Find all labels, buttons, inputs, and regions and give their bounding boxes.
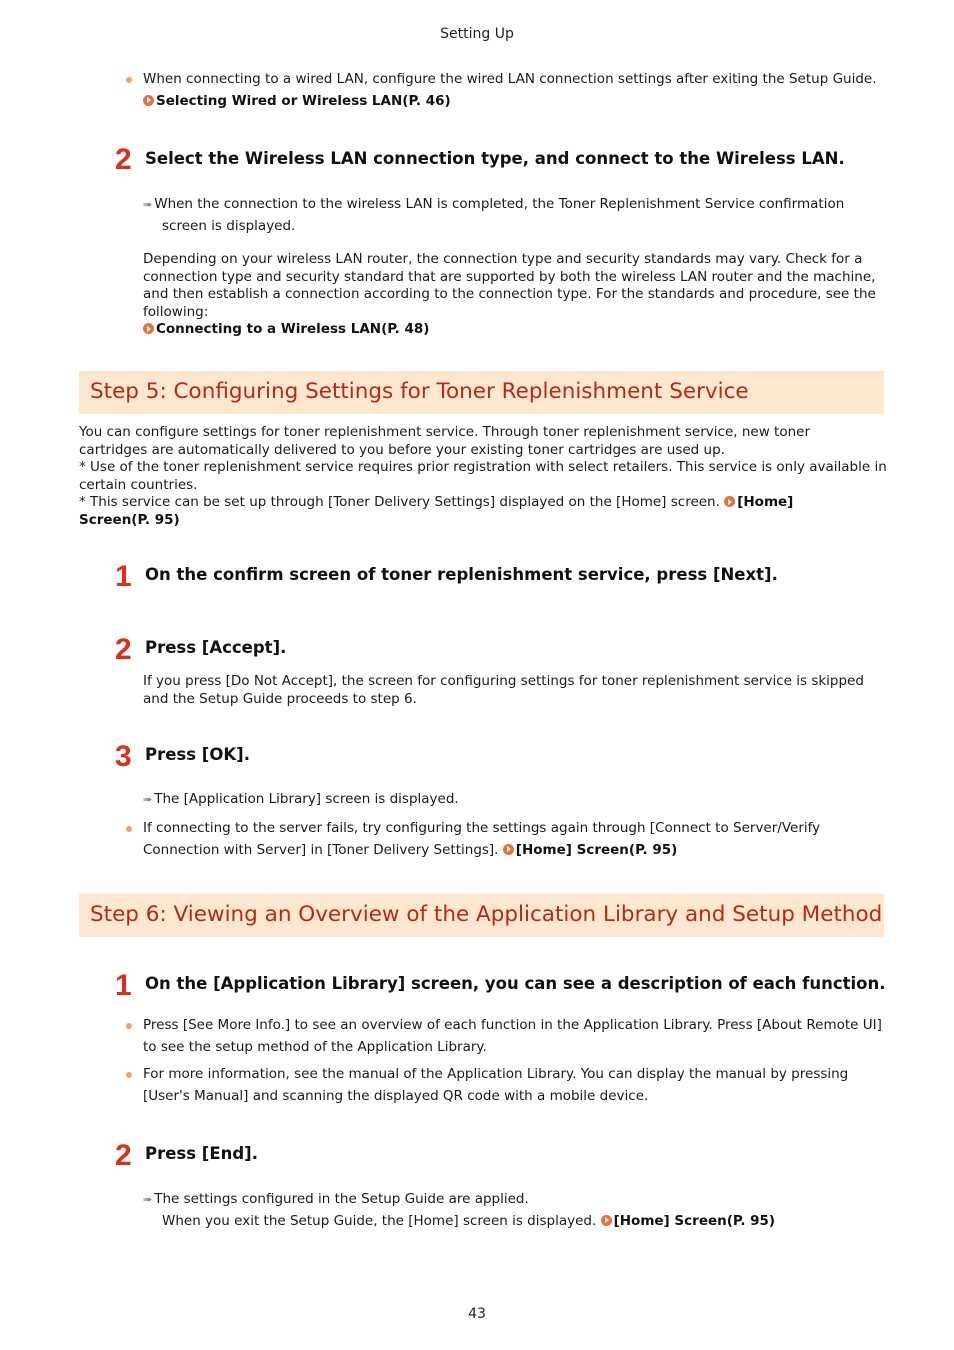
bullet-item: Press [See More Info.] to see an overview of each function in the Application Library. Press [About Remote UI] to see the setup method of the Application Library.: [143, 1017, 882, 1055]
section-heading-band: [79, 371, 884, 414]
step-title: Select the Wireless LAN connection type, and connect to the Wireless LAN.: [145, 149, 845, 168]
link-home-screen[interactable]: [Home] Screen(P. 95): [601, 1213, 776, 1229]
step-number: 2: [115, 1139, 132, 1172]
step-result: ➠ When the connection to the wireless LAN is completed, the Toner Replenishment Service confirmation screen is displayed.: [143, 196, 845, 234]
link-home-screen-continued[interactable]: Screen(P. 95): [79, 511, 180, 528]
circle-arrow-icon: [503, 844, 514, 855]
circle-arrow-icon: [601, 1215, 612, 1226]
step-result: ➠ The [Application Library] screen is displayed.: [143, 791, 459, 807]
step-title: On the confirm screen of toner replenishment service, press [Next].: [145, 565, 778, 584]
link-selecting-wired-wireless[interactable]: Selecting Wired or Wireless LAN(P. 46): [143, 93, 451, 109]
double-arrow-icon: ➠: [143, 198, 152, 211]
step-title: On the [Application Library] screen, you can see a description of each function.: [145, 974, 886, 993]
section-title: Step 5: Configuring Settings for Toner Replenishment Service: [90, 379, 749, 404]
intro-bullet: [143, 71, 903, 110]
step-number: 3: [115, 740, 132, 773]
bullet-dot-icon: [126, 826, 132, 832]
step-result: ➠ The settings configured in the Setup Guide are applied. When you exit the Setup Guide, the [Home] screen is displayed. [Home] Screen(P. 95): [143, 1191, 776, 1229]
double-arrow-icon: ➠: [143, 1193, 152, 1206]
bullet-item: For more information, see the manual of the Application Library. You can display the manual by pressing [User's Manual] and scanning the displayed QR code with a mobile device.: [143, 1066, 849, 1104]
step-title: Press [End].: [145, 1144, 258, 1163]
step-note: Depending on your wireless LAN router, the connection type and security standards may vary. Check for a connection type and security standard that are supported by both the wireless LAN router and the machine, and then establish a connection according to the connection type. For the standards and procedure, see the following: Connecting to a Wireless LAN(P. 48): [143, 251, 876, 337]
circle-arrow-icon: [143, 95, 154, 106]
section-title: Step 6: Viewing an Overview of the Application Library and Setup Method: [90, 902, 883, 927]
page-number: 43: [468, 1306, 486, 1322]
bullet-dot-icon: [126, 1072, 132, 1078]
circle-arrow-icon: [724, 496, 735, 507]
double-arrow-icon: ➠: [143, 793, 152, 806]
step-description: If you press [Do Not Accept], the screen for configuring settings for toner replenishment service is skipped and the Setup Guide proceeds to step 6.: [143, 673, 864, 707]
step-number: 1: [115, 969, 132, 1002]
bullet-dot-icon: [126, 77, 132, 83]
circle-arrow-icon: [143, 323, 154, 334]
section-heading-band: [79, 894, 884, 937]
step-number: 1: [115, 560, 132, 593]
section-intro: You can configure settings for toner replenishment service. Through toner replenishment service, new toner cartridges are automatically delivered to you before your existing toner cartridges are used up. * Use of the toner replenishment service requires prior registration with select retailers. This service is only available in certain countries. * This service can be set up through [Toner Delivery Settings] displayed on the [Home] screen. [Home] Screen(P. 95): [79, 424, 887, 528]
step-number: 2: [115, 143, 132, 176]
step-title: Press [OK].: [145, 745, 250, 764]
bullet-item: If connecting to the server fails, try configuring the settings again through [Connect to Server/Verify Connection with Server] in [Toner Delivery Settings]. [Home] Screen(P. 95): [143, 820, 821, 858]
link-connecting-wireless-lan[interactable]: Connecting to a Wireless LAN(P. 48): [143, 321, 429, 337]
link-home-screen[interactable]: [Home] Screen(P. 95): [503, 842, 678, 858]
bullet-dot-icon: [126, 1023, 132, 1029]
link-home-screen[interactable]: [Home]: [724, 494, 793, 510]
intro-bullet-text: When connecting to a wired LAN, configure the wired LAN connection settings after exiting the Setup Guide.: [143, 71, 877, 87]
running-header: Setting Up: [440, 26, 514, 42]
step-title: Press [Accept].: [145, 638, 287, 657]
step-number: 2: [115, 633, 132, 666]
